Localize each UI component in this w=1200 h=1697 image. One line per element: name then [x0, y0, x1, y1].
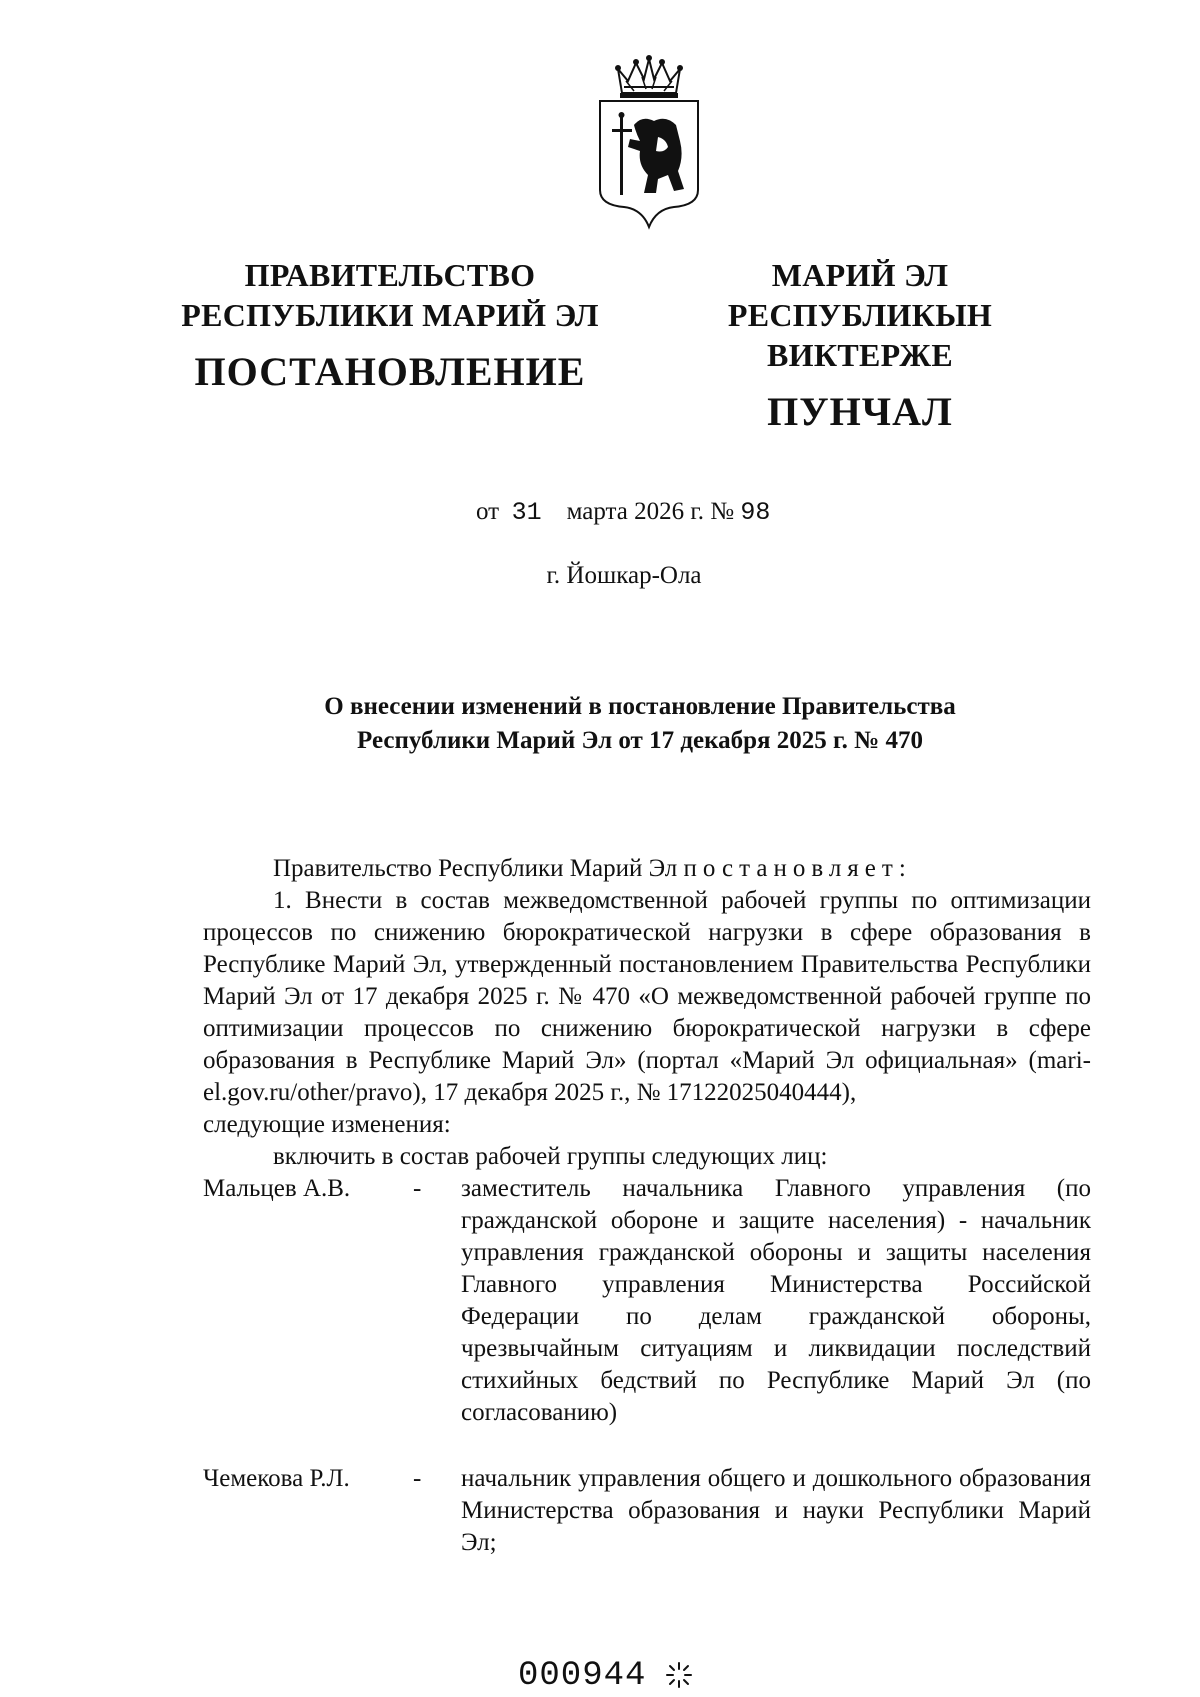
date-prefix: от [476, 498, 500, 525]
date-day: 31 [511, 498, 542, 527]
government-name-mari-line2: ВИКТЕРЖЕ [767, 337, 953, 373]
header-right [640, 255, 1080, 435]
intro-text: Правительство Республики Марий Эл [273, 855, 678, 882]
document-title [200, 690, 1080, 758]
coat-of-arms-emblem [594, 55, 704, 235]
member-row [203, 1173, 1091, 1429]
document-number: 98 [740, 498, 771, 527]
member-name: Чемекова Р.Л. [203, 1465, 350, 1492]
member-description: начальник управления общего и дошкольного образования Министерства образования и науки Республики Марий Эл; [461, 1465, 1091, 1556]
member-dash: - [413, 1175, 422, 1202]
member-description: заместитель начальника Главного управления (по гражданской обороне и защите населения) - начальник управления гражданской обороны и защиты населения Главного управления Министерства Российской Федерации по делам гражданской обороны, чрезвычайным ситуациям и ликвидации последствий стихийных бедствий по Республике Марий Эл (по согласованию) [461, 1175, 1091, 1426]
item1-paragraph: 1. Внести в состав межведомственной рабочей группы по оптимизации процессов по снижению бюрократической нагрузки в сфере образования в Республике Марий Эл, утвержденный постановлением Правительства Республики Марий Эл от 17 декабря 2025 г. № 470 «О межведомственной рабочей группе по оптимизации процессов по снижению бюрократической нагрузки в сфере образования в Республике Марий Эл» (портал «Марий Эл официальная» (mari-el.gov.ru/other/pravo), 17 декабря 2025 г., № 17122025040444), [203, 887, 1091, 1106]
header-left [180, 255, 600, 395]
document-kind-ru: ПОСТАНОВЛЕНИЕ [194, 349, 586, 394]
item1-tail: следующие изменения: [203, 1111, 451, 1138]
document-kind-mari: ПУНЧАЛ [767, 389, 953, 434]
asterisk-mark-icon [664, 1660, 694, 1690]
government-name-ru-line1: ПРАВИТЕЛЬСТВО [244, 257, 536, 293]
member-dash: - [413, 1465, 422, 1492]
date-month-year: марта 2026 г. № [566, 498, 735, 525]
city-name: г. Йошкар-Ола [546, 562, 702, 589]
title-line2: Республики Марий Эл от 17 декабря 2025 г. № 470 [357, 727, 923, 754]
title-line1: О внесении изменений в постановление Правительства [324, 693, 956, 720]
government-name-mari-line1: МАРИЙ ЭЛ РЕСПУБЛИКЫН [727, 257, 993, 333]
intro-verb: постановляет: [683, 855, 912, 882]
member-name: Мальцев А.В. [203, 1175, 351, 1202]
intro-paragraph [203, 853, 1091, 885]
include-paragraph: включить в состав рабочей группы следующих лиц: [273, 1143, 828, 1170]
serial-number: 000944 [518, 1657, 647, 1695]
document-dateline [476, 498, 770, 527]
member-row [203, 1463, 1091, 1559]
government-name-ru-line2: РЕСПУБЛИКИ МАРИЙ ЭЛ [181, 297, 599, 333]
document-body [203, 853, 1091, 1559]
